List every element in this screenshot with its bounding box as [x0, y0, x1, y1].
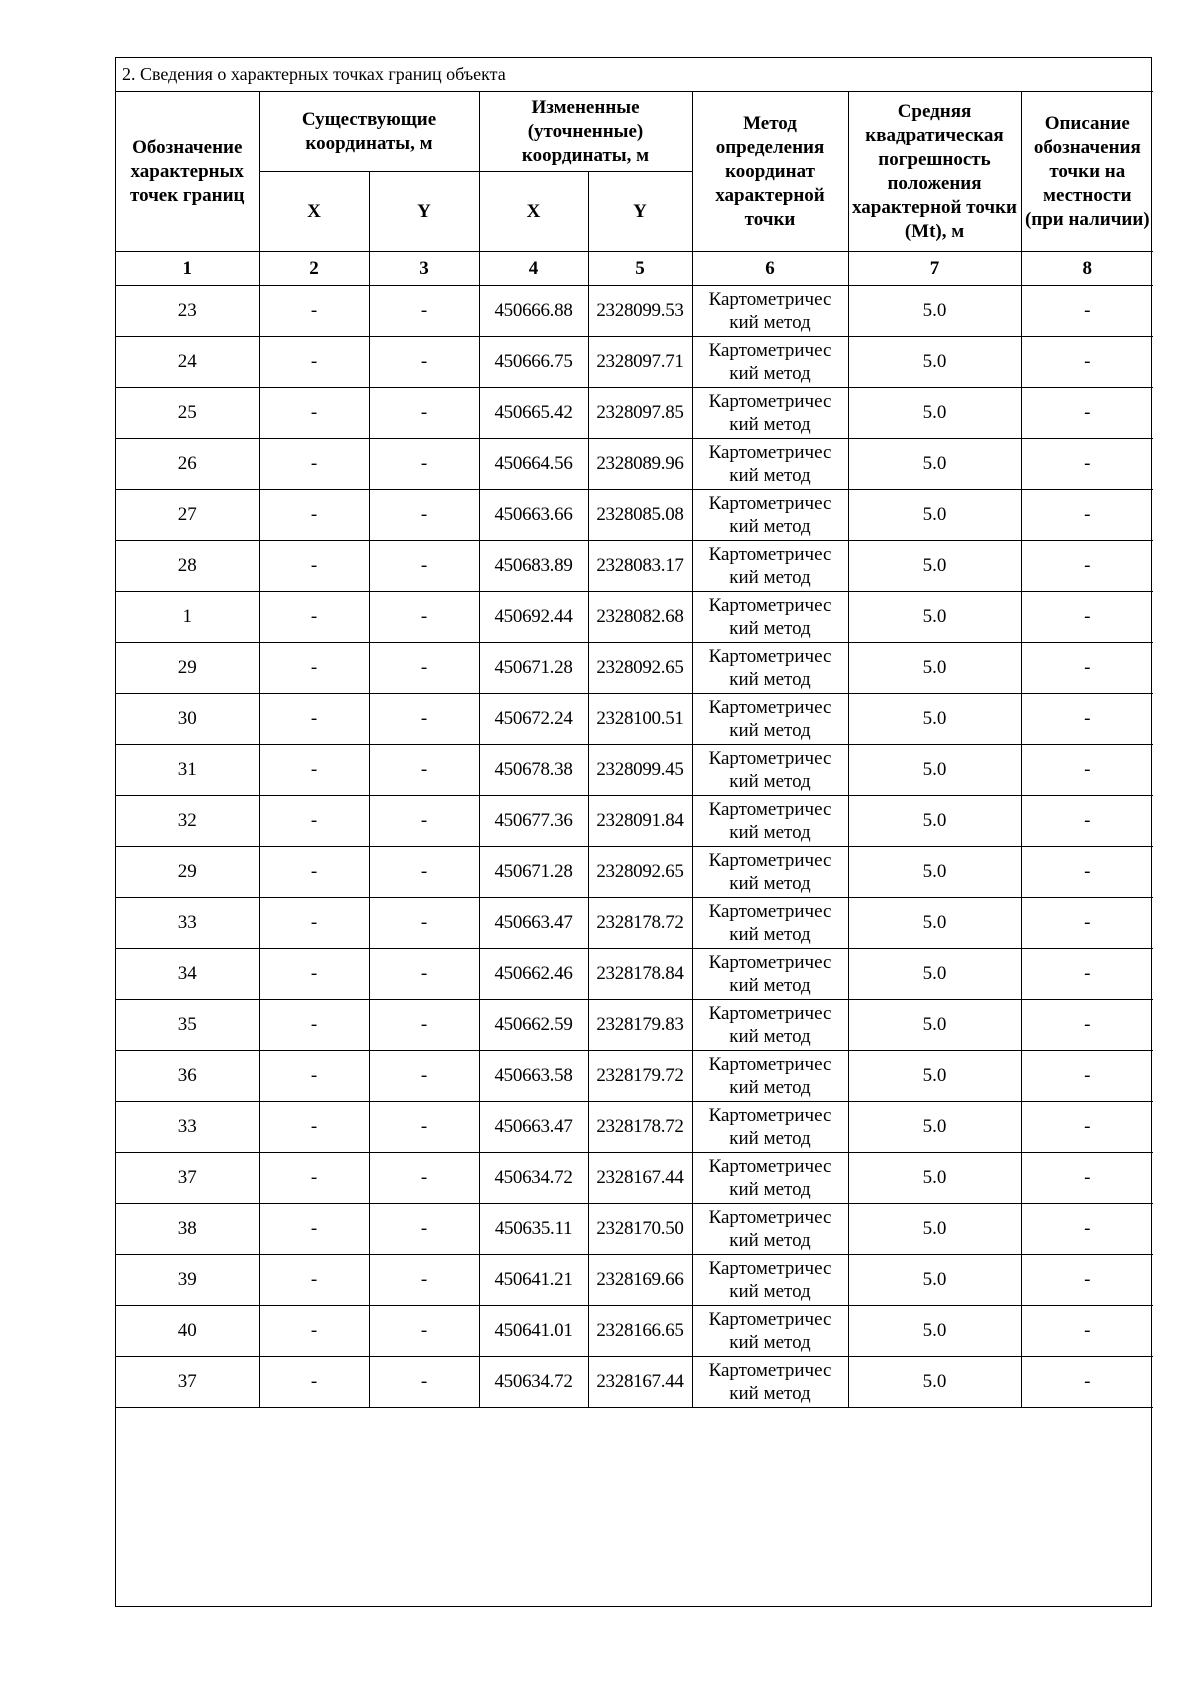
existing-y-cell: - — [369, 1153, 479, 1204]
existing-x-cell: - — [259, 541, 369, 592]
description-cell: - — [1021, 796, 1153, 847]
header-changed-y: Y — [588, 172, 692, 252]
x-coordinate-cell: 450634.72 — [479, 1357, 588, 1408]
header-existing-x: X — [259, 172, 369, 252]
method-cell: Картометричес кий метод — [692, 1357, 848, 1408]
method-cell: Картометричес кий метод — [692, 1255, 848, 1306]
error-cell: 5.0 — [848, 847, 1021, 898]
existing-x-cell: - — [259, 286, 369, 337]
table-body — [116, 286, 1153, 1408]
existing-y-cell: - — [369, 898, 479, 949]
point-cell: 39 — [116, 1255, 259, 1306]
y-coordinate-cell: 2328100.51 — [588, 694, 692, 745]
description-cell: - — [1021, 1255, 1153, 1306]
description-cell: - — [1021, 1204, 1153, 1255]
description-cell: - — [1021, 1102, 1153, 1153]
y-coordinate-cell: 2328097.71 — [588, 337, 692, 388]
existing-x-cell: - — [259, 592, 369, 643]
method-cell: Картометричес кий метод — [692, 388, 848, 439]
existing-y-cell: - — [369, 694, 479, 745]
existing-x-cell: - — [259, 1306, 369, 1357]
error-cell: 5.0 — [848, 388, 1021, 439]
error-cell: 5.0 — [848, 1306, 1021, 1357]
table-row — [116, 694, 1153, 745]
point-cell: 38 — [116, 1204, 259, 1255]
x-coordinate-cell: 450641.21 — [479, 1255, 588, 1306]
table-row — [116, 541, 1153, 592]
error-cell: 5.0 — [848, 1153, 1021, 1204]
existing-y-cell: - — [369, 949, 479, 1000]
table-row — [116, 1255, 1153, 1306]
method-cell: Картометричес кий метод — [692, 643, 848, 694]
table-row — [116, 1000, 1153, 1051]
existing-x-cell: - — [259, 745, 369, 796]
description-cell: - — [1021, 388, 1153, 439]
description-cell: - — [1021, 1306, 1153, 1357]
description-cell: - — [1021, 490, 1153, 541]
existing-x-cell: - — [259, 949, 369, 1000]
header-mean-square-error: Средняя квадратическая погрешность положения характерной точки (Mt), м — [848, 92, 1021, 252]
y-coordinate-cell: 2328097.85 — [588, 388, 692, 439]
method-cell: Картометричес кий метод — [692, 1051, 848, 1102]
existing-y-cell: - — [369, 1255, 479, 1306]
y-coordinate-cell: 2328099.53 — [588, 286, 692, 337]
header-point-designation: Обозначение характерных точек границ — [116, 92, 259, 252]
method-cell: Картометричес кий метод — [692, 745, 848, 796]
table-row — [116, 1306, 1153, 1357]
description-cell: - — [1021, 592, 1153, 643]
y-coordinate-cell: 2328167.44 — [588, 1153, 692, 1204]
x-coordinate-cell: 450665.42 — [479, 388, 588, 439]
x-coordinate-cell: 450683.89 — [479, 541, 588, 592]
method-cell: Картометричес кий метод — [692, 847, 848, 898]
x-coordinate-cell: 450662.59 — [479, 1000, 588, 1051]
point-cell: 35 — [116, 1000, 259, 1051]
description-cell: - — [1021, 541, 1153, 592]
y-coordinate-cell: 2328178.84 — [588, 949, 692, 1000]
existing-x-cell: - — [259, 1000, 369, 1051]
existing-y-cell: - — [369, 847, 479, 898]
method-cell: Картометричес кий метод — [692, 1102, 848, 1153]
existing-x-cell: - — [259, 643, 369, 694]
existing-y-cell: - — [369, 1204, 479, 1255]
y-coordinate-cell: 2328091.84 — [588, 796, 692, 847]
method-cell: Картометричес кий метод — [692, 949, 848, 1000]
y-coordinate-cell: 2328085.08 — [588, 490, 692, 541]
method-cell: Картометричес кий метод — [692, 439, 848, 490]
description-cell: - — [1021, 1051, 1153, 1102]
point-cell: 27 — [116, 490, 259, 541]
method-cell: Картометричес кий метод — [692, 541, 848, 592]
existing-y-cell: - — [369, 592, 479, 643]
description-cell: - — [1021, 1153, 1153, 1204]
error-cell: 5.0 — [848, 1000, 1021, 1051]
error-cell: 5.0 — [848, 490, 1021, 541]
existing-y-cell: - — [369, 286, 479, 337]
method-cell: Картометричес кий метод — [692, 796, 848, 847]
table-row — [116, 847, 1153, 898]
error-cell: 5.0 — [848, 286, 1021, 337]
x-coordinate-cell: 450677.36 — [479, 796, 588, 847]
existing-x-cell: - — [259, 847, 369, 898]
point-cell: 29 — [116, 643, 259, 694]
method-cell: Картометричес кий метод — [692, 694, 848, 745]
column-number: 2 — [259, 252, 369, 286]
x-coordinate-cell: 450666.75 — [479, 337, 588, 388]
existing-y-cell: - — [369, 745, 479, 796]
x-coordinate-cell: 450664.56 — [479, 439, 588, 490]
error-cell: 5.0 — [848, 898, 1021, 949]
column-number: 5 — [588, 252, 692, 286]
existing-x-cell: - — [259, 796, 369, 847]
error-cell: 5.0 — [848, 439, 1021, 490]
y-coordinate-cell: 2328179.83 — [588, 1000, 692, 1051]
table-row — [116, 949, 1153, 1000]
existing-y-cell: - — [369, 337, 479, 388]
table-row — [116, 439, 1153, 490]
method-cell: Картометричес кий метод — [692, 286, 848, 337]
error-cell: 5.0 — [848, 1255, 1021, 1306]
error-cell: 5.0 — [848, 745, 1021, 796]
column-number: 4 — [479, 252, 588, 286]
existing-x-cell: - — [259, 1357, 369, 1408]
y-coordinate-cell: 2328092.65 — [588, 847, 692, 898]
header-method: Метод определения координат характерной точки — [692, 92, 848, 252]
point-cell: 30 — [116, 694, 259, 745]
y-coordinate-cell: 2328099.45 — [588, 745, 692, 796]
method-cell: Картометричес кий метод — [692, 1153, 848, 1204]
point-cell: 33 — [116, 1102, 259, 1153]
error-cell: 5.0 — [848, 796, 1021, 847]
existing-x-cell: - — [259, 337, 369, 388]
error-cell: 5.0 — [848, 1357, 1021, 1408]
column-number: 3 — [369, 252, 479, 286]
point-cell: 34 — [116, 949, 259, 1000]
error-cell: 5.0 — [848, 592, 1021, 643]
existing-y-cell: - — [369, 1051, 479, 1102]
table-row — [116, 1357, 1153, 1408]
y-coordinate-cell: 2328167.44 — [588, 1357, 692, 1408]
table-row — [116, 337, 1153, 388]
existing-y-cell: - — [369, 388, 479, 439]
table-row — [116, 592, 1153, 643]
existing-x-cell: - — [259, 1153, 369, 1204]
error-cell: 5.0 — [848, 337, 1021, 388]
existing-x-cell: - — [259, 1102, 369, 1153]
existing-x-cell: - — [259, 1255, 369, 1306]
header-changed-coordinates: Измененные (уточненные) координаты, м — [479, 92, 692, 172]
description-cell: - — [1021, 745, 1153, 796]
error-cell: 5.0 — [848, 1204, 1021, 1255]
description-cell: - — [1021, 847, 1153, 898]
header-existing-coordinates: Существующие координаты, м — [259, 92, 479, 172]
description-cell: - — [1021, 643, 1153, 694]
existing-y-cell: - — [369, 643, 479, 694]
y-coordinate-cell: 2328178.72 — [588, 1102, 692, 1153]
column-number: 7 — [848, 252, 1021, 286]
description-cell: - — [1021, 949, 1153, 1000]
error-cell: 5.0 — [848, 949, 1021, 1000]
x-coordinate-cell: 450671.28 — [479, 643, 588, 694]
x-coordinate-cell: 450663.47 — [479, 1102, 588, 1153]
existing-x-cell: - — [259, 388, 369, 439]
column-number: 6 — [692, 252, 848, 286]
method-cell: Картометричес кий метод — [692, 1204, 848, 1255]
section-title: 2. Сведения о характерных точках границ объекта — [116, 58, 1153, 92]
error-cell: 5.0 — [848, 1051, 1021, 1102]
table-row — [116, 1204, 1153, 1255]
existing-x-cell: - — [259, 1204, 369, 1255]
point-cell: 28 — [116, 541, 259, 592]
table-row — [116, 898, 1153, 949]
x-coordinate-cell: 450663.58 — [479, 1051, 588, 1102]
existing-y-cell: - — [369, 541, 479, 592]
error-cell: 5.0 — [848, 694, 1021, 745]
table-row — [116, 286, 1153, 337]
x-coordinate-cell: 450663.66 — [479, 490, 588, 541]
y-coordinate-cell: 2328178.72 — [588, 898, 692, 949]
description-cell: - — [1021, 439, 1153, 490]
point-cell: 1 — [116, 592, 259, 643]
table-row — [116, 490, 1153, 541]
x-coordinate-cell: 450666.88 — [479, 286, 588, 337]
method-cell: Картометричес кий метод — [692, 337, 848, 388]
x-coordinate-cell: 450678.38 — [479, 745, 588, 796]
y-coordinate-cell: 2328179.72 — [588, 1051, 692, 1102]
y-coordinate-cell: 2328082.68 — [588, 592, 692, 643]
error-cell: 5.0 — [848, 643, 1021, 694]
column-number-row — [116, 252, 1153, 286]
table-row — [116, 1102, 1153, 1153]
header-changed-x: X — [479, 172, 588, 252]
x-coordinate-cell: 450635.11 — [479, 1204, 588, 1255]
header-point-description: Описание обозначения точки на местности (при наличии) — [1021, 92, 1153, 252]
y-coordinate-cell: 2328089.96 — [588, 439, 692, 490]
point-cell: 37 — [116, 1153, 259, 1204]
header-existing-y: Y — [369, 172, 479, 252]
point-cell: 31 — [116, 745, 259, 796]
point-cell: 25 — [116, 388, 259, 439]
description-cell: - — [1021, 694, 1153, 745]
x-coordinate-cell: 450671.28 — [479, 847, 588, 898]
point-cell: 23 — [116, 286, 259, 337]
x-coordinate-cell: 450692.44 — [479, 592, 588, 643]
x-coordinate-cell: 450663.47 — [479, 898, 588, 949]
column-number: 8 — [1021, 252, 1153, 286]
point-cell: 40 — [116, 1306, 259, 1357]
point-cell: 26 — [116, 439, 259, 490]
existing-y-cell: - — [369, 1000, 479, 1051]
table-row — [116, 643, 1153, 694]
error-cell: 5.0 — [848, 1102, 1021, 1153]
existing-y-cell: - — [369, 1306, 479, 1357]
method-cell: Картометричес кий метод — [692, 1000, 848, 1051]
existing-y-cell: - — [369, 796, 479, 847]
boundary-points-table — [116, 58, 1153, 1408]
y-coordinate-cell: 2328166.65 — [588, 1306, 692, 1357]
table-row — [116, 388, 1153, 439]
description-cell: - — [1021, 286, 1153, 337]
y-coordinate-cell: 2328170.50 — [588, 1204, 692, 1255]
point-cell: 29 — [116, 847, 259, 898]
description-cell: - — [1021, 1000, 1153, 1051]
table-row — [116, 745, 1153, 796]
method-cell: Картометричес кий метод — [692, 490, 848, 541]
x-coordinate-cell: 450672.24 — [479, 694, 588, 745]
x-coordinate-cell: 450641.01 — [479, 1306, 588, 1357]
existing-x-cell: - — [259, 694, 369, 745]
description-cell: - — [1021, 1357, 1153, 1408]
document-frame — [115, 57, 1152, 1607]
point-cell: 32 — [116, 796, 259, 847]
description-cell: - — [1021, 337, 1153, 388]
point-cell: 33 — [116, 898, 259, 949]
x-coordinate-cell: 450634.72 — [479, 1153, 588, 1204]
method-cell: Картометричес кий метод — [692, 1306, 848, 1357]
column-number: 1 — [116, 252, 259, 286]
method-cell: Картометричес кий метод — [692, 898, 848, 949]
point-cell: 36 — [116, 1051, 259, 1102]
table-row — [116, 1153, 1153, 1204]
existing-x-cell: - — [259, 898, 369, 949]
table-row — [116, 1051, 1153, 1102]
existing-x-cell: - — [259, 490, 369, 541]
point-cell: 37 — [116, 1357, 259, 1408]
y-coordinate-cell: 2328169.66 — [588, 1255, 692, 1306]
existing-y-cell: - — [369, 439, 479, 490]
existing-x-cell: - — [259, 439, 369, 490]
existing-y-cell: - — [369, 1357, 479, 1408]
y-coordinate-cell: 2328092.65 — [588, 643, 692, 694]
error-cell: 5.0 — [848, 541, 1021, 592]
existing-y-cell: - — [369, 1102, 479, 1153]
y-coordinate-cell: 2328083.17 — [588, 541, 692, 592]
x-coordinate-cell: 450662.46 — [479, 949, 588, 1000]
table-row — [116, 796, 1153, 847]
existing-y-cell: - — [369, 490, 479, 541]
method-cell: Картометричес кий метод — [692, 592, 848, 643]
point-cell: 24 — [116, 337, 259, 388]
description-cell: - — [1021, 898, 1153, 949]
existing-x-cell: - — [259, 1051, 369, 1102]
